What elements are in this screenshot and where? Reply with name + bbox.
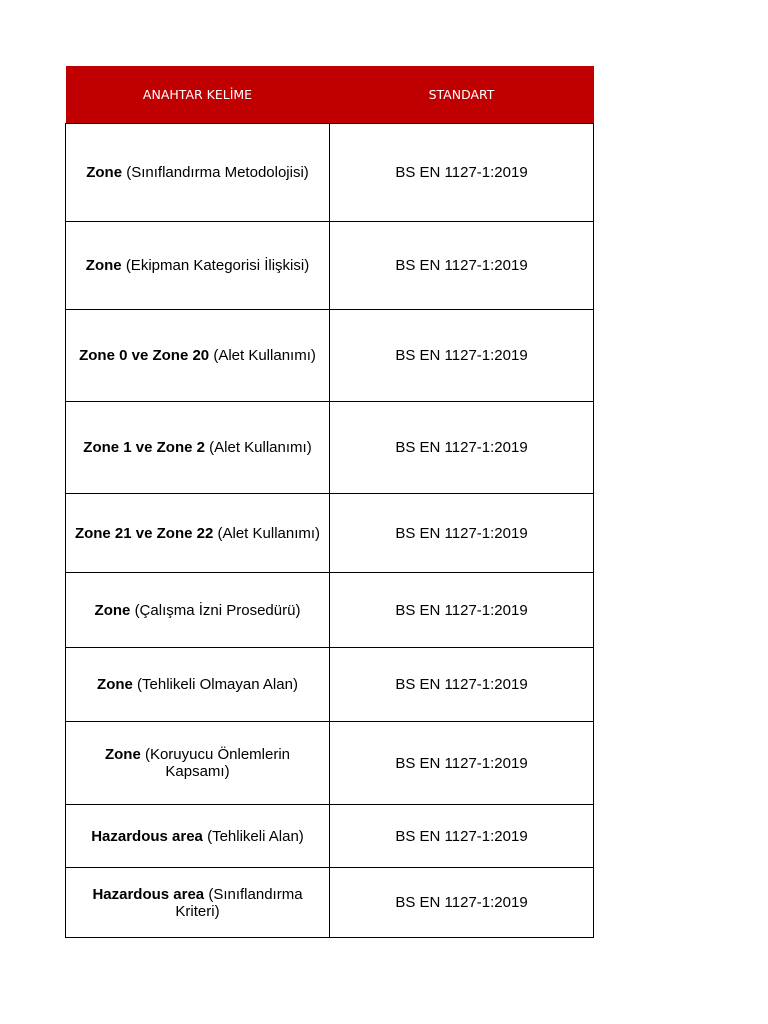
keyword-cell bbox=[66, 573, 330, 648]
table-row bbox=[66, 722, 594, 805]
table-header-row bbox=[66, 66, 594, 124]
keyword-standard-table bbox=[65, 66, 594, 938]
keyword-term: Zone bbox=[97, 676, 133, 693]
standard-cell: BS EN 1127-1:2019 bbox=[330, 722, 594, 805]
keyword-detail: (Sınıflandırma Kriteri) bbox=[175, 885, 303, 920]
keyword-detail: (Alet Kullanımı) bbox=[217, 524, 321, 542]
keyword-detail: (Alet Kullanımı) bbox=[209, 439, 312, 456]
keyword-cell bbox=[66, 494, 330, 573]
keyword-detail: (Ekipman Kategorisi İlişkisi) bbox=[125, 257, 310, 274]
keyword-cell bbox=[66, 722, 330, 805]
standard-cell: BS EN 1127-1:2019 bbox=[330, 805, 594, 868]
keyword-detail: (Alet Kullanımı) bbox=[213, 347, 316, 364]
keyword-detail: (Çalışma İzni Prosedürü) bbox=[134, 601, 301, 619]
standard-cell: BS EN 1127-1:2019 bbox=[330, 402, 594, 494]
keyword-term: Hazardous area bbox=[92, 885, 205, 903]
keyword-cell bbox=[66, 868, 330, 938]
keyword-term: Hazardous area bbox=[91, 827, 203, 845]
keyword-term: Zone bbox=[86, 164, 123, 181]
standard-cell: BS EN 1127-1:2019 bbox=[330, 494, 594, 573]
table-row bbox=[66, 648, 594, 722]
keyword-cell bbox=[66, 222, 330, 310]
standard-cell: BS EN 1127-1:2019 bbox=[330, 868, 594, 938]
table-row bbox=[66, 573, 594, 648]
standard-cell: BS EN 1127-1:2019 bbox=[330, 573, 594, 648]
keyword-term: Zone bbox=[85, 257, 122, 274]
keyword-detail: (Tehlikeli Olmayan Alan) bbox=[137, 676, 298, 693]
keyword-term: Zone 21 ve Zone 22 bbox=[74, 524, 214, 542]
table-row bbox=[66, 124, 594, 222]
table-row bbox=[66, 868, 594, 938]
keyword-term: Zone bbox=[94, 601, 131, 619]
keyword-term: Zone 0 ve Zone 20 bbox=[79, 347, 210, 364]
header-standard: STANDART bbox=[330, 66, 594, 124]
standard-cell: BS EN 1127-1:2019 bbox=[330, 222, 594, 310]
keyword-cell bbox=[66, 124, 330, 222]
standard-cell: BS EN 1127-1:2019 bbox=[330, 310, 594, 402]
table-row bbox=[66, 805, 594, 868]
keyword-cell bbox=[66, 648, 330, 722]
keyword-cell bbox=[66, 402, 330, 494]
table-row bbox=[66, 222, 594, 310]
table-row bbox=[66, 402, 594, 494]
standard-cell: BS EN 1127-1:2019 bbox=[330, 124, 594, 222]
keyword-detail: (Sınıflandırma Metodolojisi) bbox=[126, 164, 309, 181]
header-keyword: ANAHTAR KELİME bbox=[66, 66, 330, 124]
keyword-term: Zone bbox=[104, 746, 141, 763]
keyword-detail: (Koruyucu Önlemlerin Kapsamı) bbox=[144, 746, 291, 780]
keyword-cell bbox=[66, 310, 330, 402]
keyword-cell bbox=[66, 805, 330, 868]
table-row bbox=[66, 310, 594, 402]
keyword-detail: (Tehlikeli Alan) bbox=[207, 827, 304, 845]
standard-cell: BS EN 1127-1:2019 bbox=[330, 648, 594, 722]
keyword-term: Zone 1 ve Zone 2 bbox=[83, 439, 205, 456]
table-row bbox=[66, 494, 594, 573]
